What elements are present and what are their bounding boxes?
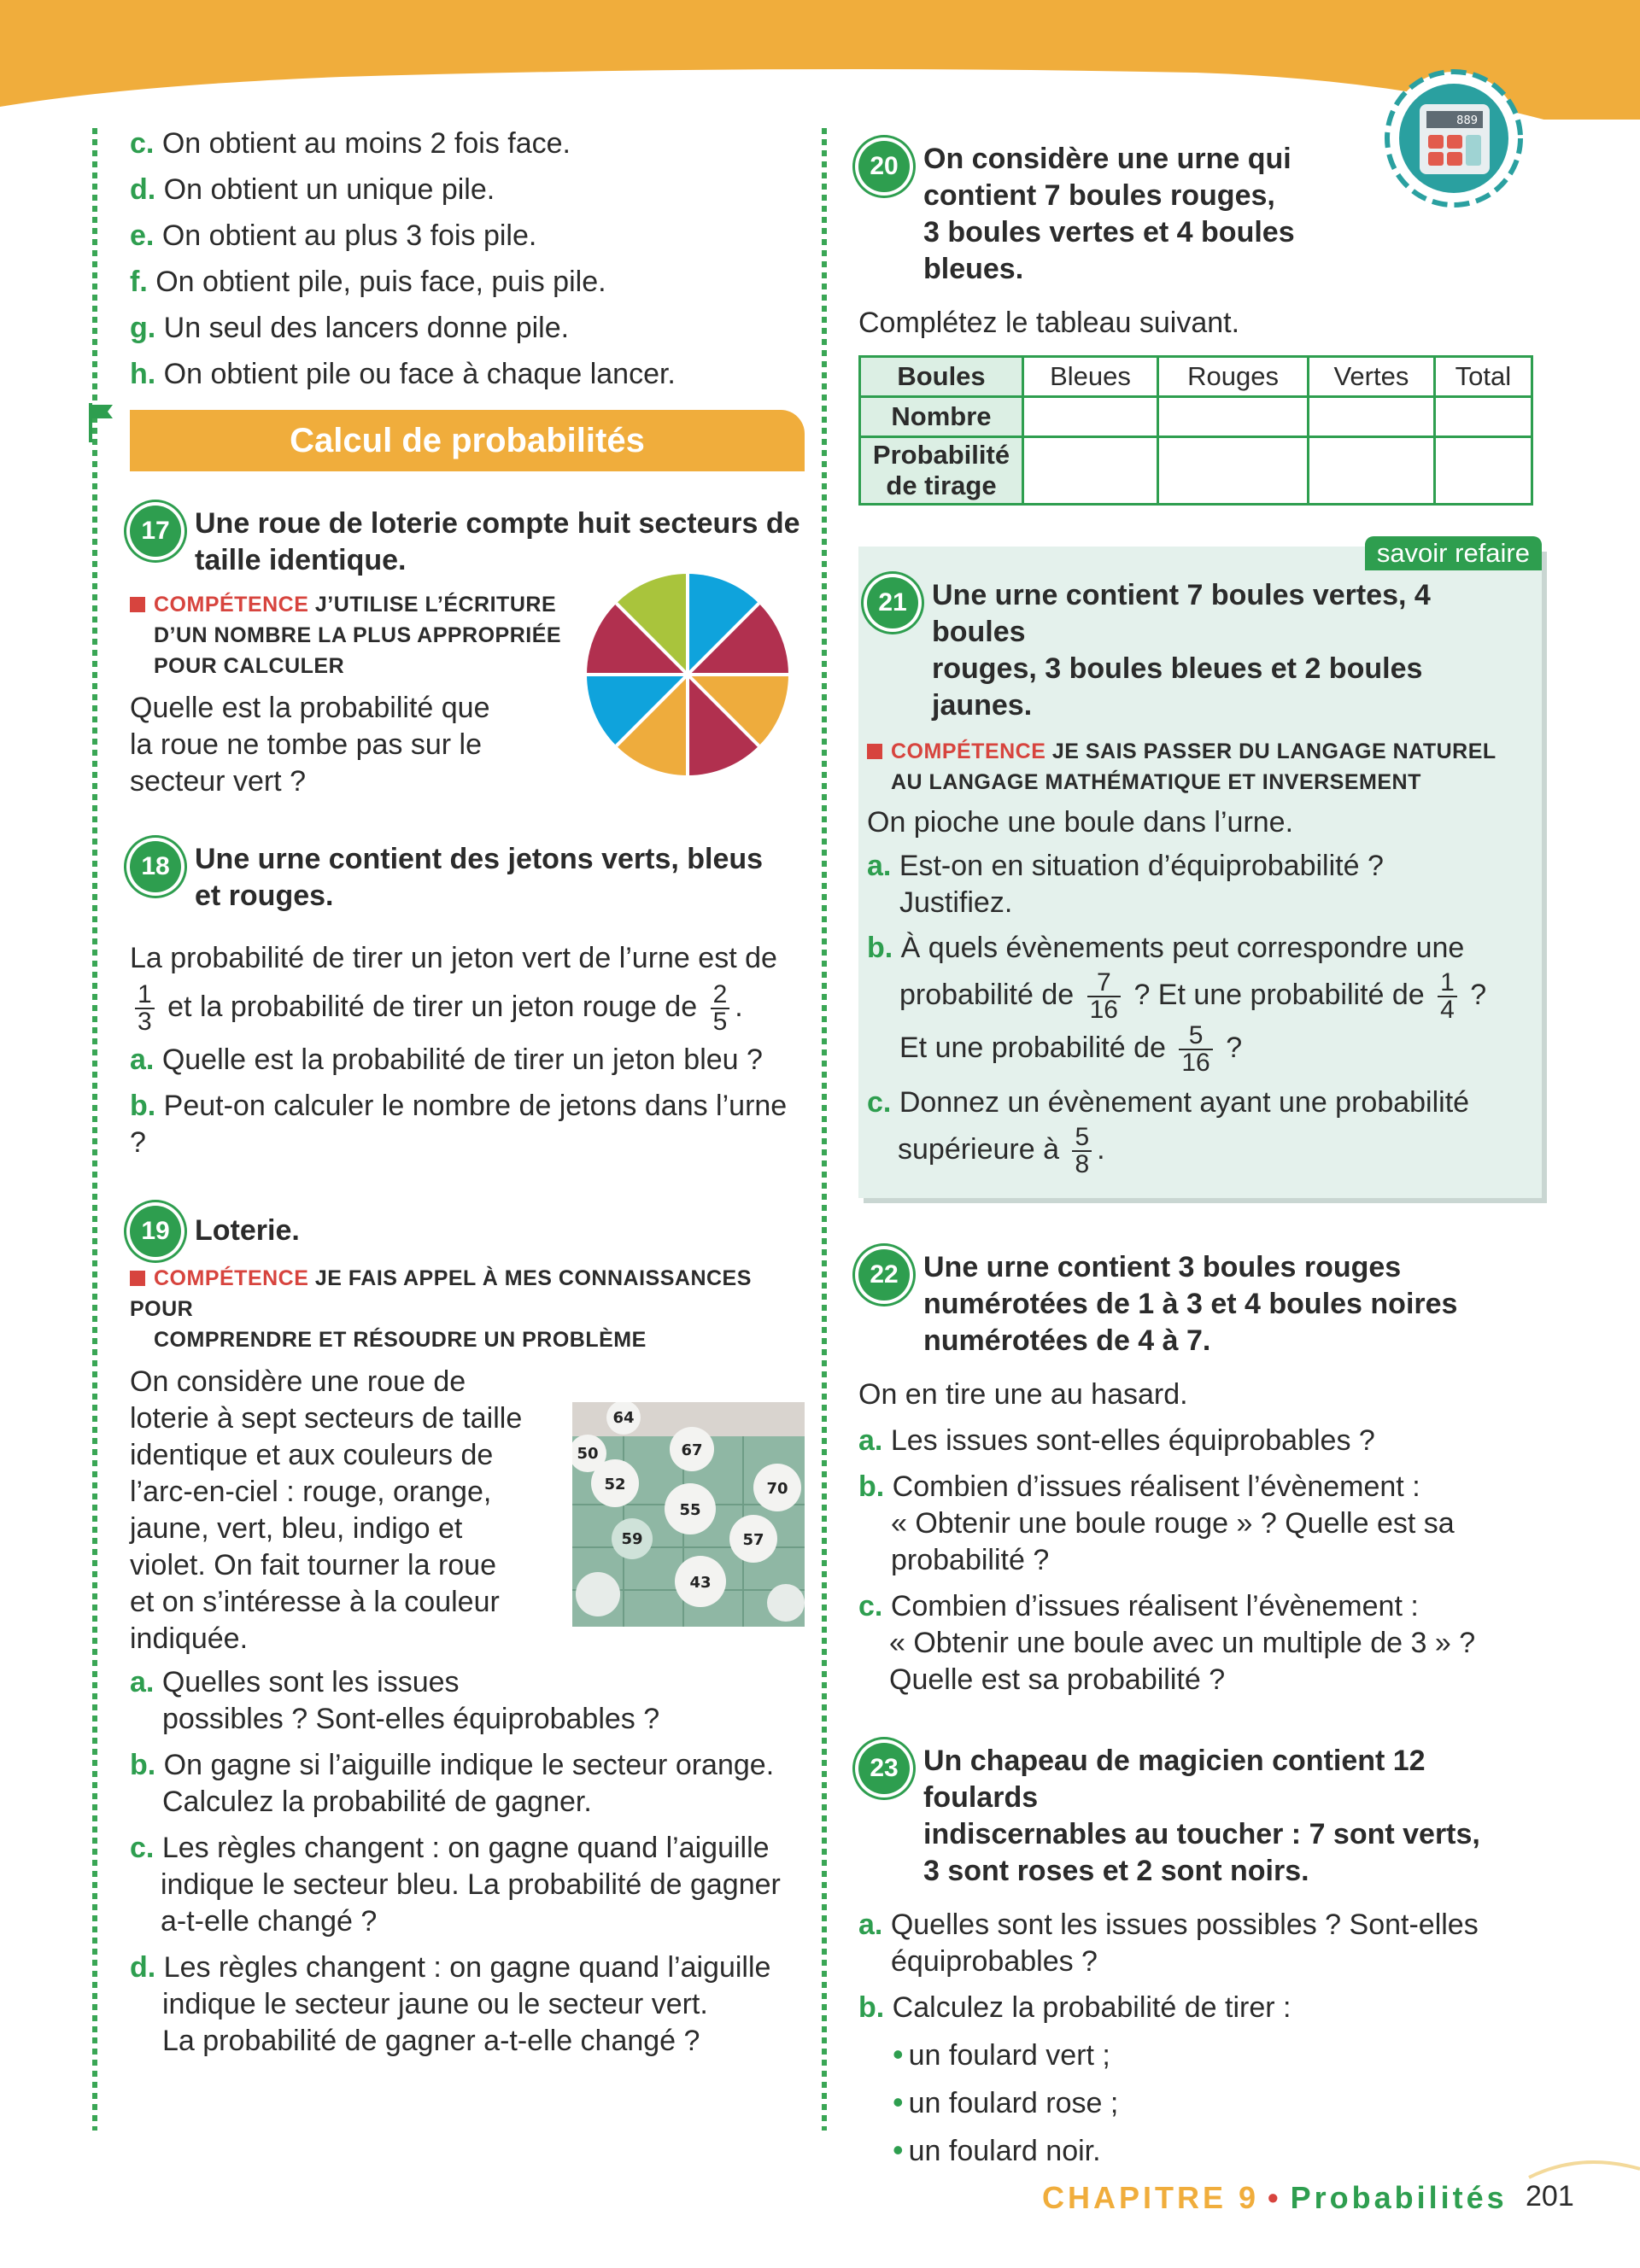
- table-cell[interactable]: [1158, 437, 1309, 505]
- list-item: a. Quelles sont les issues possibles ? Sont-elles équiprobables ?: [130, 1666, 660, 1735]
- bullet-item: • un foulard noir.: [893, 2132, 1101, 2167]
- separator-dot-icon: •: [1268, 2180, 1282, 2215]
- instruction: Complétez le tableau suivant.: [858, 307, 1240, 339]
- section-banner: Calcul de probabilités: [130, 410, 805, 471]
- svg-text:55: 55: [679, 1501, 701, 1519]
- exercise-22: [858, 1249, 1542, 1359]
- table-cell[interactable]: [1309, 437, 1435, 505]
- question: Quelle est la probabilité que la roue ne tombe pas sur le secteur vert ?: [130, 692, 490, 798]
- square-icon: [867, 744, 882, 759]
- list-item: c. On obtient au moins 2 fois face.: [130, 127, 571, 160]
- list-item: b. Calculez la probabilité de tirer :: [858, 1991, 1292, 2024]
- fraction: $\frac{2}{5}$: [711, 982, 730, 1035]
- table-row-label: Probabilité de tirage: [860, 437, 1023, 505]
- svg-text:50: 50: [577, 1445, 599, 1463]
- lottery-balls-photo: [572, 1402, 805, 1627]
- list-item: b. On gagne si l’aiguille indique le secteur orange. Calculez la probabilité de gagner.: [130, 1749, 775, 1818]
- bullet-icon: •: [893, 2084, 904, 2119]
- list-item: d. On obtient un unique pile.: [130, 173, 495, 206]
- probability-table: [858, 355, 1533, 506]
- svg-text:64: 64: [612, 1409, 635, 1427]
- paragraph: On en tire une au hasard.: [858, 1378, 1188, 1411]
- table-cell[interactable]: [1023, 437, 1158, 505]
- exercise-number: 22: [858, 1249, 910, 1301]
- list-item: f. On obtient pile, puis face, puis pile.: [130, 266, 606, 298]
- table-cell[interactable]: [1309, 397, 1435, 437]
- exercise-number: 19: [130, 1206, 181, 1257]
- list-item: e. On obtient au plus 3 fois pile.: [130, 219, 537, 252]
- paragraph: $\frac{1}{3}$ et la probabilité de tirer un jeton rouge de $\frac{2}{5}$ .: [130, 982, 805, 1035]
- flag-icon: [85, 401, 116, 444]
- exercise-21: [867, 577, 1525, 724]
- table-row-label: Nombre: [860, 397, 1023, 437]
- exercise-17-body: [130, 589, 805, 807]
- bullet-icon: •: [893, 2132, 904, 2167]
- list-item: d. Les règles changent : on gagne quand l’aiguille indique le secteur jaune ou le secteur vert. La probabilité de gagner a-t-elle changé ?: [130, 1951, 771, 2057]
- fraction: $\frac{7}{16}$: [1087, 970, 1121, 1023]
- exercise-23: [858, 1743, 1542, 1890]
- svg-text:52: 52: [604, 1476, 626, 1493]
- left-column: [130, 128, 805, 2060]
- list-item: c. Donnez un évènement ayant une probabilité: [867, 1086, 1470, 1119]
- bullet-item: • un foulard vert ;: [893, 2037, 1110, 2072]
- table-cell[interactable]: [1434, 397, 1532, 437]
- paragraph: On considère une roue de loterie à sept secteurs de taille identique et aux couleurs de l’arc-en-ciel : rouge, orange, jaune, vert, bleu, indigo et violet. On fait tourner la roue et on s’intéresse à la couleur indiquée.: [130, 1365, 523, 1655]
- exercise-17: [130, 506, 805, 579]
- exercise-18: [130, 841, 805, 915]
- exercise-title: Un chapeau de magicien contient 12 foulards indiscernables au toucher : 7 sont verts, 3 sont roses et 2 sont noirs.: [923, 1745, 1480, 1887]
- paragraph: Et une probabilité de $\frac{5}{16}$ ?: [899, 1021, 1243, 1077]
- calculator-display: 889: [1456, 114, 1478, 127]
- exercise-19-body: [130, 1364, 805, 1657]
- exercise-title: On considère une urne qui contient 7 boules rouges, 3 boules vertes et 4 boules bleues.: [923, 143, 1295, 285]
- lottery-wheel: [585, 572, 790, 777]
- paragraph: On pioche une boule dans l’urne.: [867, 806, 1294, 839]
- exercise-number: 17: [130, 506, 181, 557]
- paragraph: supérieure à $\frac{5}{8}$ .: [898, 1123, 1105, 1178]
- list-item: b. À quels évènements peut correspondre une: [867, 932, 1465, 964]
- table-cell[interactable]: [1158, 397, 1309, 437]
- exercise-21-box: [858, 538, 1542, 1198]
- list-item: a. Quelles sont les issues possibles ? Sont-elles équiprobables ?: [858, 1909, 1479, 1978]
- exercise-title: Une urne contient 3 boules rouges numérotées de 1 à 3 et 4 boules noires numérotées de 4 à 7.: [923, 1251, 1458, 1357]
- square-icon: [130, 597, 145, 612]
- exercise-title: Une urne contient des jetons verts, bleus et rouges.: [195, 843, 764, 912]
- list-item: g. Un seul des lancers donne pile.: [130, 312, 570, 344]
- savoir-refaire-tag: savoir refaire: [1365, 536, 1542, 570]
- list-item: c. Les règles changent : on gagne quand l’aiguille indique le secteur bleu. La probabilité de gagner a-t-elle changé ?: [130, 1832, 781, 1938]
- svg-text:57: 57: [742, 1531, 764, 1549]
- bullet-icon: •: [893, 2037, 904, 2072]
- bullet-item: • un foulard rose ;: [893, 2084, 1119, 2119]
- chapter-label: CHAPITRE 9: [1042, 2180, 1260, 2215]
- chapter-title: Probabilités: [1290, 2180, 1508, 2215]
- exercise-title: Une urne contient 7 boules vertes, 4 boules rouges, 3 boules bleues et 2 boules jaunes.: [932, 579, 1431, 722]
- svg-text:43: 43: [689, 1574, 712, 1592]
- exercise-19: [130, 1206, 805, 1249]
- list-item: c. Combien d’issues réalisent l’évènement : « Obtenir une boule avec un multiple de 3 » ? Quelle est sa probabilité ?: [858, 1590, 1476, 1696]
- competence: COMPÉTENCE JE FAIS APPEL À MES CONNAISSANCES POUR COMPRENDRE ET RÉSOUDRE UN PROBLÈME: [130, 1266, 752, 1352]
- fraction: $\frac{1}{4}$: [1438, 970, 1457, 1023]
- table-header: Boules: [860, 357, 1023, 397]
- exercise-number: 18: [130, 841, 181, 892]
- list-item: h. On obtient pile ou face à chaque lancer.: [130, 358, 676, 390]
- list-item: a. Quelle est la probabilité de tirer un jeton bleu ?: [130, 1043, 763, 1076]
- competence: COMPÉTENCE JE SAIS PASSER DU LANGAGE NATUREL AU LANGAGE MATHÉMATIQUE ET INVERSEMENT: [867, 736, 1525, 798]
- table-header: Vertes: [1309, 357, 1435, 397]
- corner-arc-decoration: [1520, 2152, 1640, 2268]
- page-footer: [1042, 2180, 1508, 2216]
- exercise-20: [858, 141, 1402, 288]
- table-cell[interactable]: [1434, 437, 1532, 505]
- list-item: b. Peut-on calculer le nombre de jetons dans l’urne ?: [130, 1090, 788, 1159]
- list-item: a. Les issues sont-elles équiprobables ?: [858, 1424, 1375, 1457]
- exercise-number: 23: [858, 1743, 910, 1794]
- paragraph: La probabilité de tirer un jeton vert de l’urne est de: [130, 942, 777, 974]
- table-header: Rouges: [1158, 357, 1309, 397]
- competence: COMPÉTENCE J’UTILISE L’ÉCRITURE D’UN NOMBRE LA PLUS APPROPRIÉE POUR CALCULER: [130, 589, 805, 681]
- svg-text:59: 59: [621, 1530, 643, 1548]
- fraction: $\frac{5}{16}$: [1179, 1023, 1212, 1076]
- table-header: Bleues: [1023, 357, 1158, 397]
- exercise-title: Une roue de loterie compte huit secteurs de taille identique.: [195, 507, 800, 576]
- svg-text:67: 67: [681, 1441, 703, 1459]
- right-column: [858, 141, 1542, 2170]
- fraction: $\frac{1}{3}$: [135, 982, 155, 1035]
- paragraph: probabilité de $\frac{7}{16}$ ? Et une probabilité de $\frac{1}{4}$ ?: [899, 968, 1487, 1024]
- table-header: Total: [1434, 357, 1532, 397]
- page-number: 201: [1526, 2180, 1574, 2212]
- square-icon: [130, 1271, 145, 1286]
- fraction: $\frac{5}{8}$: [1072, 1125, 1092, 1178]
- svg-text:70: 70: [766, 1480, 788, 1498]
- list-item: b. Combien d’issues réalisent l’évènement : « Obtenir une boule rouge » ? Quelle est sa probabilité ?: [858, 1470, 1455, 1576]
- table-cell[interactable]: [1023, 397, 1158, 437]
- exercise-number: 20: [858, 141, 910, 192]
- middle-margin-dots: [822, 128, 827, 2131]
- exercise-title: Loterie.: [195, 1214, 300, 1247]
- list-item: a. Est-on en situation d’équiprobabilité ? Justifiez.: [867, 850, 1384, 919]
- exercise-number: 21: [867, 577, 918, 628]
